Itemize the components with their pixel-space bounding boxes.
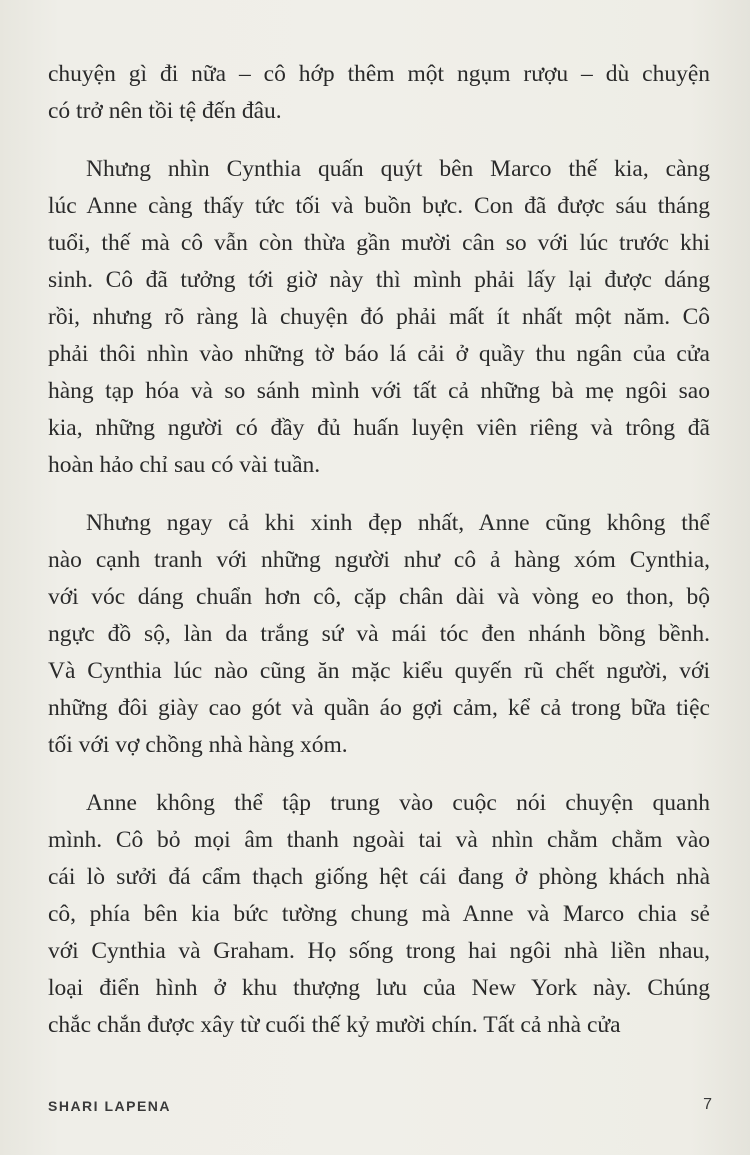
text-line: cô, phía bên kia bức tường chung mà Anne và Marco chia sẻ: [48, 901, 710, 927]
text-line: Nhưng ngay cả khi xinh đẹp nhất, Anne cũng không thể: [86, 510, 710, 536]
text-line: lúc Anne càng thấy tức tối và buồn bực. Con đã được sáu tháng: [48, 193, 710, 219]
body-text: [48, 56, 710, 1044]
paragraph: [48, 785, 710, 1044]
text-line: Anne không thể tập trung vào cuộc nói chuyện quanh: [86, 790, 710, 816]
text-line: với vóc dáng chuẩn hơn cô, cặp chân dài và vòng eo thon, bộ: [48, 584, 710, 610]
running-footer-author: SHARI LAPENA: [48, 1098, 172, 1114]
paragraph: [48, 56, 710, 130]
text-line: những đôi giày cao gót và quần áo gợi cảm, kể cả trong bữa tiệc: [48, 695, 710, 721]
page-footer: [48, 1098, 710, 1122]
text-line: sinh. Cô đã tưởng tới giờ này thì mình phải lấy lại được dáng: [48, 267, 710, 293]
page-number: 7: [703, 1096, 712, 1113]
text-line: ngực đồ sộ, làn da trắng sứ và mái tóc đen nhánh bồng bềnh.: [48, 621, 710, 647]
text-line: rồi, nhưng rõ ràng là chuyện đó phải mất ít nhất một năm. Cô: [48, 304, 710, 330]
text-line: với Cynthia và Graham. Họ sống trong hai ngôi nhà liền nhau,: [48, 938, 710, 964]
text-line: Và Cynthia lúc nào cũng ăn mặc kiểu quyến rũ chết người, với: [48, 658, 710, 684]
text-line: hoàn hảo chỉ sau có vài tuần.: [48, 452, 321, 478]
text-line: chắc chắn được xây từ cuối thế kỷ mười chín. Tất cả nhà cửa: [48, 1012, 621, 1038]
paragraph-gap: [48, 130, 710, 151]
text-line: hàng tạp hóa và so sánh mình với tất cả những bà mẹ ngôi sao: [48, 378, 710, 404]
paragraph-gap: [48, 484, 710, 505]
text-line: cái lò sưởi đá cẩm thạch giống hệt cái đang ở phòng khách nhà: [48, 864, 710, 890]
text-line: tối với vợ chồng nhà hàng xóm.: [48, 732, 348, 758]
text-line: chuyện gì đi nữa – cô hớp thêm một ngụm rượu – dù chuyện: [48, 61, 710, 87]
paragraph-gap: [48, 764, 710, 785]
paragraph: [48, 151, 710, 484]
text-line: Nhưng nhìn Cynthia quấn quýt bên Marco thế kia, càng: [86, 156, 710, 182]
text-line: kia, những người có đầy đủ huấn luyện viên riêng và trông đã: [48, 415, 710, 441]
text-line: nào cạnh tranh với những người như cô ả hàng xóm Cynthia,: [48, 547, 710, 573]
text-line: có trở nên tồi tệ đến đâu.: [48, 98, 282, 124]
text-line: phải thôi nhìn vào những tờ báo lá cải ở quầy thu ngân của cửa: [48, 341, 710, 367]
text-line: mình. Cô bỏ mọi âm thanh ngoài tai và nhìn chằm chằm vào: [48, 827, 710, 853]
text-line: tuổi, thế mà cô vẫn còn thừa gần mười cân so với lúc trước khi: [48, 230, 710, 256]
text-line: loại điển hình ở khu thượng lưu của New York này. Chúng: [48, 975, 710, 1001]
paragraph: [48, 505, 710, 764]
